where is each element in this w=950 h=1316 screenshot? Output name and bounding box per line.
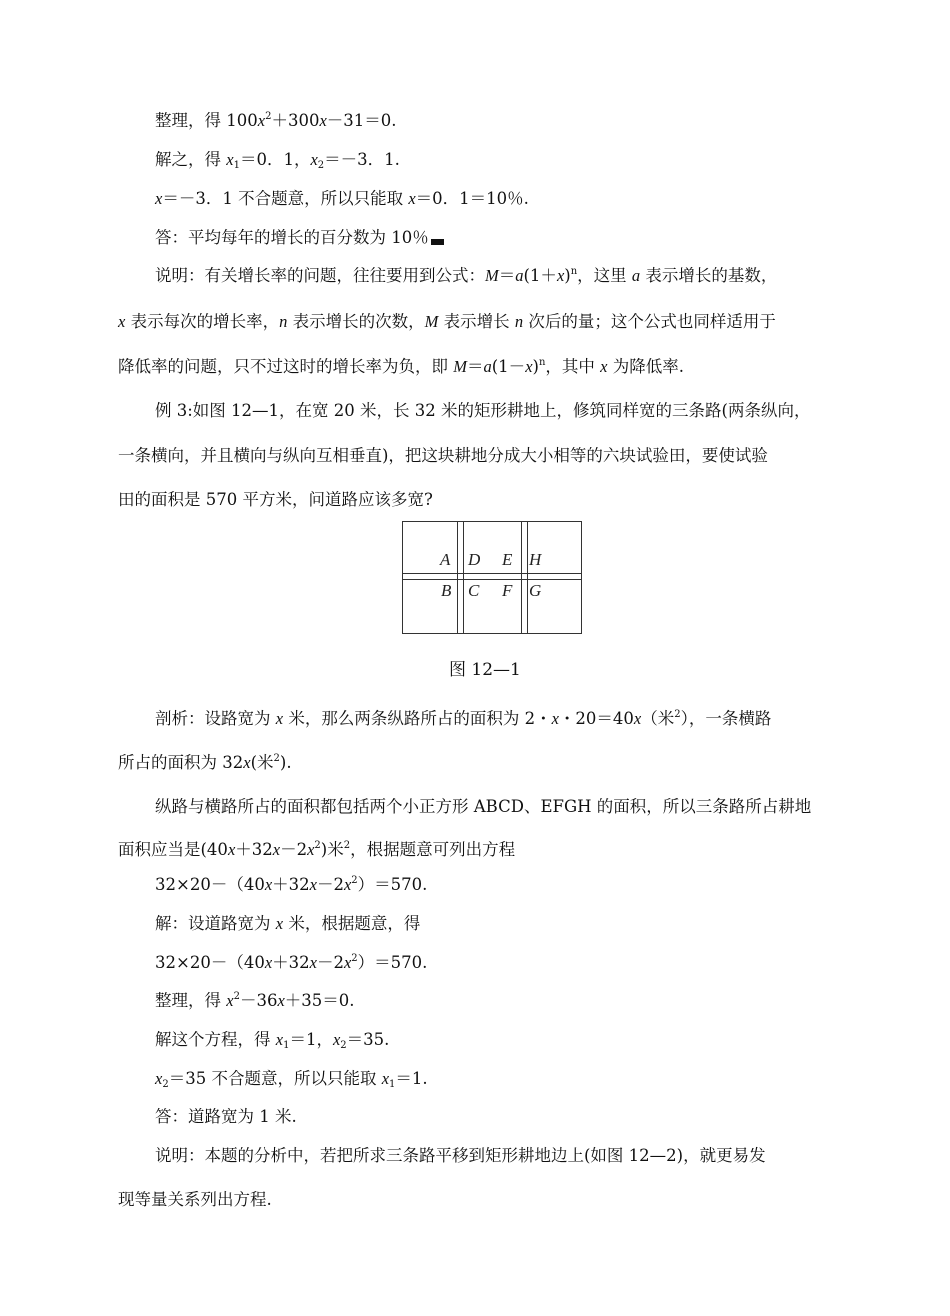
label-f: F: [502, 581, 513, 600]
label-b: B: [441, 581, 452, 600]
text-line: x 表示每次的增长率，n 表示增长的次数，M 表示增长 n 次后的量；这个公式也同样适用于: [118, 312, 776, 331]
text-line: 降低率的问题，只不过这时的增长率为负，即 $M=a(1-x)^n$，其中 x 为降低率.: [118, 357, 684, 376]
text-line: 整理，得 $x^2-36x+35=0$.: [155, 991, 355, 1010]
text-line: $32\times 20-(40x+32x-2x^2)=570$.: [155, 875, 428, 894]
text-line: 解这个方程，得 $x_1=1$，$x_2=35$.: [155, 1030, 390, 1051]
label-h: H: [529, 550, 542, 569]
end-mark: [431, 239, 444, 245]
text-line: 解之，得 $x_1=0$．1，$x_2=-3$．1.: [155, 150, 400, 171]
field-diagram: [402, 521, 582, 635]
text-line: 所占的面积为 32x(米$^2$).: [118, 753, 292, 772]
text-line: 一条横向，并且横向与纵向互相垂直)，把这块耕地分成大小相等的六块试验田，要使试验: [118, 446, 768, 465]
text-line: $x_2=35$ 不合题意，所以只能取 $x_1=1$.: [155, 1069, 428, 1090]
text-line: 剖析：设路宽为 x 米，那么两条纵路所占的面积为 2・x・20＝40x（米$^2$），一条横路: [155, 709, 772, 728]
text-line: 答：道路宽为 1 米.: [155, 1107, 297, 1126]
label-a: A: [440, 550, 451, 569]
text-line: 答：平均每年的增长的百分数为 10％: [155, 228, 444, 248]
text-line: 说明：本题的分析中，若把所求三条路平移到矩形耕地边上(如图 12—2)，就更易发: [155, 1146, 766, 1165]
text-line: x＝－3．1 不合题意，所以只能取 x＝0．1＝10％.: [155, 189, 529, 208]
text-line: 例 3:如图 12—1，在宽 20 米，长 32 米的矩形耕地上，修筑同样宽的三条路(两条纵向，: [155, 401, 811, 420]
text-line: 现等量关系列出方程.: [118, 1190, 272, 1209]
label-g: G: [529, 581, 542, 600]
label-d: D: [468, 550, 481, 569]
text-line: 纵路与横路所占的面积都包括两个小正方形 ABCD、EFGH 的面积，所以三条路所占耕地: [155, 797, 812, 816]
text-line: 田的面积是 570 平方米，问道路应该多宽?: [118, 490, 433, 509]
text-line: 解：设道路宽为 x 米，根据题意，得: [155, 914, 421, 933]
field-outline: [403, 522, 582, 634]
text-line: 说明：有关增长率的问题，往往要用到公式：$M=a(1+x)^n$，这里 a 表示增长的基数，: [155, 266, 778, 285]
label-c: C: [468, 581, 480, 600]
label-e: E: [502, 550, 513, 569]
figure-caption: 图 12—1: [449, 660, 521, 680]
text-line: $32\times 20-(40x+32x-2x^2)=570$.: [155, 953, 428, 972]
text-line: 面积应当是$(40x+32x-2x^2)$米$^2$，根据题意可列出方程: [118, 840, 516, 859]
text-line: 整理，得 $100x^2+300x-31=0$.: [155, 111, 397, 130]
